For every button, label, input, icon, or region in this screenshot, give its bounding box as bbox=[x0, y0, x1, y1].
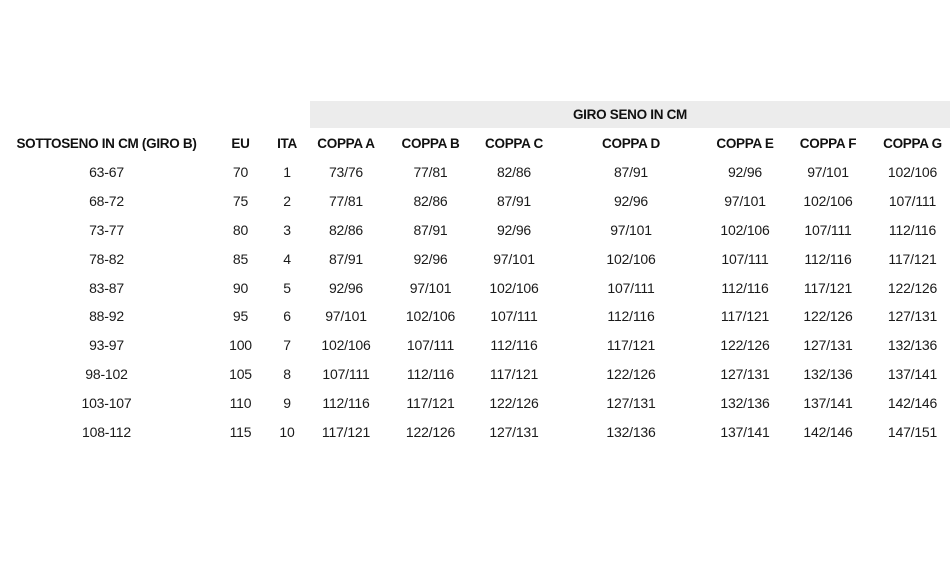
cell-coppa_c: 82/86 bbox=[496, 164, 532, 181]
cell-coppa_a: 77/81 bbox=[328, 193, 364, 210]
cell-coppa_a: 102/106 bbox=[321, 337, 371, 354]
cell-coppa_c: 87/91 bbox=[496, 193, 532, 210]
cell-eu: 80 bbox=[232, 221, 249, 238]
column-header-sottoseno: SOTTOSENO IN CM (GIRO B) bbox=[16, 135, 197, 151]
table-row bbox=[0, 417, 950, 446]
column-header-coppa_c: COPPA C bbox=[485, 135, 543, 151]
cell-coppa_g: 142/146 bbox=[887, 394, 938, 411]
cell-ita: 10 bbox=[279, 423, 295, 440]
cell-ita: 2 bbox=[283, 193, 291, 210]
cell-coppa_c: 122/126 bbox=[489, 394, 539, 411]
column-header-eu: EU bbox=[231, 135, 250, 151]
table-header bbox=[0, 128, 950, 158]
table-row bbox=[0, 331, 950, 360]
cell-coppa_g: 122/126 bbox=[887, 279, 938, 296]
cell-coppa_g: 147/151 bbox=[887, 423, 938, 440]
column-header-coppa_d: COPPA D bbox=[602, 135, 660, 151]
cell-ita: 3 bbox=[283, 221, 291, 238]
column-header-coppa_a: COPPA A bbox=[317, 135, 375, 151]
cell-sottoseno: 88-92 bbox=[89, 308, 124, 325]
cell-eu: 75 bbox=[232, 193, 249, 210]
cell-coppa_e: 127/131 bbox=[720, 365, 770, 382]
cell-coppa_g: 107/111 bbox=[888, 193, 937, 210]
cell-ita: 5 bbox=[283, 279, 291, 296]
cell-coppa_g: 102/106 bbox=[887, 164, 938, 181]
cell-coppa_e: 107/111 bbox=[721, 250, 769, 267]
column-header-coppa_e: COPPA E bbox=[716, 135, 774, 151]
cell-sottoseno: 108-112 bbox=[82, 423, 131, 440]
cell-coppa_f: 97/101 bbox=[807, 164, 849, 181]
cell-coppa_d: 87/91 bbox=[613, 164, 649, 181]
cell-coppa_f: 132/136 bbox=[803, 365, 853, 382]
cell-coppa_f: 122/126 bbox=[803, 308, 853, 325]
cell-coppa_f: 117/121 bbox=[803, 279, 853, 296]
cell-coppa_f: 102/106 bbox=[803, 193, 853, 210]
cell-coppa_g: 117/121 bbox=[888, 250, 937, 267]
cell-coppa_c: 112/116 bbox=[490, 337, 538, 354]
cell-coppa_d: 102/106 bbox=[606, 250, 656, 267]
cell-coppa_f: 127/131 bbox=[803, 337, 853, 354]
giro-seno-label: GIRO SENO IN CM bbox=[572, 107, 687, 122]
cell-coppa_e: 122/126 bbox=[720, 337, 770, 354]
cell-coppa_b: 117/121 bbox=[406, 394, 455, 411]
cell-coppa_a: 97/101 bbox=[325, 308, 367, 325]
cell-sottoseno: 73-77 bbox=[89, 221, 124, 238]
size-chart-table bbox=[0, 128, 950, 446]
cell-coppa_a: 112/116 bbox=[322, 394, 370, 411]
cell-coppa_a: 73/76 bbox=[328, 164, 364, 181]
cell-coppa_g: 127/131 bbox=[887, 308, 938, 325]
cell-coppa_g: 112/116 bbox=[888, 221, 937, 238]
table-row bbox=[0, 360, 950, 389]
cell-coppa_g: 137/141 bbox=[887, 365, 938, 382]
cell-coppa_b: 102/106 bbox=[405, 308, 456, 325]
cell-eu: 70 bbox=[232, 164, 249, 181]
cell-coppa_a: 82/86 bbox=[328, 221, 364, 238]
cell-ita: 7 bbox=[283, 337, 291, 354]
cell-coppa_d: 127/131 bbox=[606, 394, 656, 411]
cell-eu: 85 bbox=[232, 250, 249, 267]
cell-eu: 100 bbox=[229, 337, 252, 354]
cell-sottoseno: 98-102 bbox=[85, 365, 128, 382]
cell-sottoseno: 68-72 bbox=[89, 193, 124, 210]
table-row bbox=[0, 273, 950, 302]
cell-coppa_d: 112/116 bbox=[607, 308, 655, 325]
table-row bbox=[0, 302, 950, 331]
cell-coppa_d: 132/136 bbox=[606, 423, 656, 440]
cell-eu: 110 bbox=[229, 394, 252, 411]
table-row bbox=[0, 388, 950, 417]
cell-coppa_a: 117/121 bbox=[321, 423, 371, 440]
cell-coppa_b: 82/86 bbox=[413, 193, 448, 210]
cell-coppa_f: 112/116 bbox=[804, 250, 852, 267]
cell-eu: 115 bbox=[229, 423, 252, 440]
column-header-ita: ITA bbox=[277, 135, 297, 151]
cell-coppa_b: 97/101 bbox=[409, 279, 452, 296]
cell-coppa_e: 132/136 bbox=[720, 394, 770, 411]
cell-coppa_c: 92/96 bbox=[496, 221, 532, 238]
cell-sottoseno: 78-82 bbox=[89, 250, 124, 267]
column-header-coppa_b: COPPA B bbox=[401, 135, 460, 151]
cell-coppa_a: 87/91 bbox=[328, 250, 364, 267]
table-row bbox=[0, 216, 950, 245]
cell-coppa_e: 97/101 bbox=[724, 193, 766, 210]
cell-ita: 6 bbox=[283, 308, 291, 325]
cell-coppa_b: 87/91 bbox=[413, 221, 448, 238]
cell-coppa_c: 127/131 bbox=[489, 423, 539, 440]
cell-coppa_f: 137/141 bbox=[803, 394, 853, 411]
cell-sottoseno: 103-107 bbox=[81, 394, 132, 411]
cell-coppa_d: 97/101 bbox=[610, 221, 652, 238]
cell-coppa_e: 112/116 bbox=[721, 279, 769, 296]
cell-coppa_b: 77/81 bbox=[413, 164, 448, 181]
cell-coppa_e: 117/121 bbox=[720, 308, 770, 325]
cell-coppa_b: 92/96 bbox=[413, 250, 448, 267]
cell-eu: 105 bbox=[229, 365, 252, 382]
cell-sottoseno: 63-67 bbox=[89, 164, 124, 181]
table-body bbox=[0, 158, 950, 446]
cell-ita: 9 bbox=[283, 394, 291, 411]
cell-coppa_a: 92/96 bbox=[328, 279, 364, 296]
cell-coppa_a: 107/111 bbox=[322, 365, 370, 382]
cell-sottoseno: 83-87 bbox=[89, 279, 124, 296]
cell-coppa_d: 92/96 bbox=[613, 193, 649, 210]
cell-coppa_b: 112/116 bbox=[406, 365, 455, 382]
cell-ita: 8 bbox=[283, 365, 291, 382]
cell-ita: 1 bbox=[283, 164, 291, 181]
cell-coppa_c: 102/106 bbox=[489, 279, 539, 296]
table-row bbox=[0, 158, 950, 187]
cell-coppa_c: 117/121 bbox=[489, 365, 539, 382]
cell-coppa_c: 97/101 bbox=[493, 250, 535, 267]
cell-coppa_e: 102/106 bbox=[720, 221, 770, 238]
cell-coppa_c: 107/111 bbox=[490, 308, 538, 325]
table-row bbox=[0, 187, 950, 216]
header-row bbox=[0, 128, 950, 158]
cell-coppa_g: 132/136 bbox=[887, 337, 938, 354]
cell-coppa_e: 137/141 bbox=[720, 423, 770, 440]
cell-coppa_d: 107/111 bbox=[607, 279, 655, 296]
cell-ita: 4 bbox=[283, 250, 291, 267]
cell-eu: 95 bbox=[232, 308, 249, 325]
cell-coppa_f: 142/146 bbox=[803, 423, 853, 440]
column-header-coppa_f: COPPA F bbox=[799, 135, 857, 151]
cell-coppa_b: 107/111 bbox=[406, 337, 455, 354]
cell-coppa_f: 107/111 bbox=[804, 221, 852, 238]
cell-coppa_e: 92/96 bbox=[727, 164, 763, 181]
cell-eu: 90 bbox=[232, 279, 249, 296]
column-header-coppa_g: COPPA G bbox=[883, 135, 942, 151]
cell-coppa_d: 117/121 bbox=[606, 337, 656, 354]
cell-coppa_b: 122/126 bbox=[405, 423, 456, 440]
cell-sottoseno: 93-97 bbox=[89, 337, 124, 354]
table-row bbox=[0, 244, 950, 273]
giro-seno-band bbox=[310, 101, 950, 128]
cell-coppa_d: 122/126 bbox=[606, 365, 656, 382]
